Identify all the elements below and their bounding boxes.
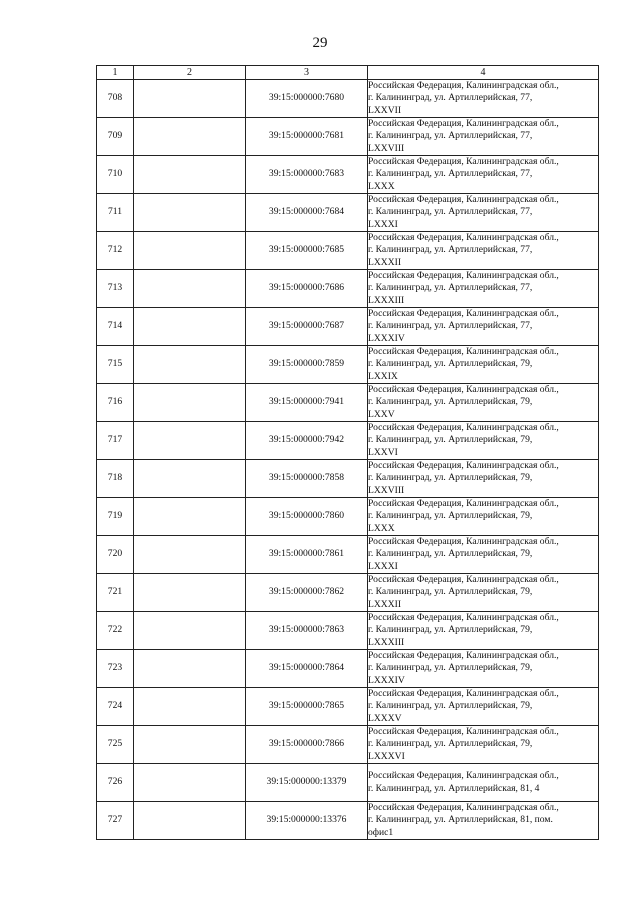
address-cell xyxy=(368,612,599,650)
address-line: LXXXIII xyxy=(368,636,405,648)
address-cell xyxy=(368,536,599,574)
address-line: г. Калининград, ул. Артиллерийская, 79, xyxy=(368,510,533,522)
table-row xyxy=(97,270,599,308)
table-row xyxy=(97,80,599,118)
address-line: Российская Федерация, Калининградская обл., xyxy=(368,650,559,662)
column-header-2: 2 xyxy=(134,66,246,80)
address-line: Российская Федерация, Калининградская обл., xyxy=(368,308,559,320)
cadastral-number-cell: 39:15:000000:7683 xyxy=(246,156,368,194)
row-number-cell: 726 xyxy=(97,764,134,802)
column-2-cell xyxy=(134,764,246,802)
address-line: г. Калининград, ул. Артиллерийская, 79, xyxy=(368,700,533,712)
table-row xyxy=(97,460,599,498)
column-2-cell xyxy=(134,232,246,270)
row-number-cell: 718 xyxy=(97,460,134,498)
address-line: г. Калининград, ул. Артиллерийская, 77, xyxy=(368,244,533,256)
column-header-4: 4 xyxy=(368,66,599,80)
address-line: г. Калининград, ул. Артиллерийская, 79, xyxy=(368,662,533,674)
row-number-cell: 727 xyxy=(97,802,134,840)
column-2-cell xyxy=(134,156,246,194)
address-cell xyxy=(368,156,599,194)
table-row xyxy=(97,612,599,650)
column-header-1: 1 xyxy=(97,66,134,80)
cadastral-number-cell: 39:15:000000:13376 xyxy=(246,802,368,840)
row-number-cell: 710 xyxy=(97,156,134,194)
cadastral-number-cell: 39:15:000000:7860 xyxy=(246,498,368,536)
table-row xyxy=(97,726,599,764)
address-line: LXXX xyxy=(368,180,395,192)
cadastral-number-cell: 39:15:000000:7865 xyxy=(246,688,368,726)
row-number-cell: 716 xyxy=(97,384,134,422)
table-body xyxy=(97,80,599,840)
address-cell xyxy=(368,270,599,308)
column-header-3: 3 xyxy=(246,66,368,80)
row-number-cell: 712 xyxy=(97,232,134,270)
table-row xyxy=(97,536,599,574)
address-line: г. Калининград, ул. Артиллерийская, 79, xyxy=(368,548,533,560)
address-line: Российская Федерация, Калининградская обл., xyxy=(368,194,559,206)
address-line: Российская Федерация, Калининградская обл., xyxy=(368,688,559,700)
address-cell xyxy=(368,498,599,536)
column-2-cell xyxy=(134,346,246,384)
cadastral-number-cell: 39:15:000000:7863 xyxy=(246,612,368,650)
address-line: г. Калининград, ул. Артиллерийская, 79, xyxy=(368,434,533,446)
column-2-cell xyxy=(134,688,246,726)
column-2-cell xyxy=(134,802,246,840)
table-row xyxy=(97,384,599,422)
cadastral-number-cell: 39:15:000000:7680 xyxy=(246,80,368,118)
address-line: LXXVIII xyxy=(368,142,405,154)
address-line: LXXXII xyxy=(368,598,402,610)
table-row xyxy=(97,764,599,802)
row-number-cell: 711 xyxy=(97,194,134,232)
row-number-cell: 724 xyxy=(97,688,134,726)
address-line: г. Калининград, ул. Артиллерийская, 77, xyxy=(368,92,533,104)
address-cell xyxy=(368,460,599,498)
registry-table xyxy=(96,65,599,840)
column-2-cell xyxy=(134,270,246,308)
address-line: г. Калининград, ул. Артиллерийская, 81, пом. xyxy=(368,814,553,826)
address-cell xyxy=(368,384,599,422)
address-line: Российская Федерация, Калининградская обл., xyxy=(368,232,559,244)
address-line: LXXIX xyxy=(368,370,398,382)
address-line: г. Калининград, ул. Артиллерийская, 79, xyxy=(368,738,533,750)
column-2-cell xyxy=(134,422,246,460)
table-row xyxy=(97,118,599,156)
address-cell xyxy=(368,118,599,156)
address-line: LXXXI xyxy=(368,560,398,572)
address-line: Российская Федерация, Калининградская обл., xyxy=(368,612,559,624)
address-line: Российская Федерация, Калининградская обл., xyxy=(368,156,559,168)
table-row xyxy=(97,574,599,612)
column-2-cell xyxy=(134,194,246,232)
address-line: г. Калининград, ул. Артиллерийская, 79, xyxy=(368,358,533,370)
column-2-cell xyxy=(134,536,246,574)
address-line: г. Калининград, ул. Артиллерийская, 79, xyxy=(368,396,533,408)
address-line: г. Калининград, ул. Артиллерийская, 79, xyxy=(368,586,533,598)
address-line: Российская Федерация, Калининградская обл., xyxy=(368,460,559,472)
address-cell xyxy=(368,650,599,688)
table-row xyxy=(97,346,599,384)
address-line: Российская Федерация, Калининградская обл., xyxy=(368,80,559,92)
table-row xyxy=(97,422,599,460)
address-line: Российская Федерация, Калининградская обл., xyxy=(368,270,559,282)
row-number-cell: 708 xyxy=(97,80,134,118)
cadastral-number-cell: 39:15:000000:7685 xyxy=(246,232,368,270)
cadastral-number-cell: 39:15:000000:7859 xyxy=(246,346,368,384)
address-cell xyxy=(368,422,599,460)
table-row xyxy=(97,308,599,346)
cadastral-number-cell: 39:15:000000:13379 xyxy=(246,764,368,802)
address-line: LXXVIII xyxy=(368,484,405,496)
row-number-cell: 714 xyxy=(97,308,134,346)
address-line: Российская Федерация, Калининградская обл., xyxy=(368,498,559,510)
row-number-cell: 709 xyxy=(97,118,134,156)
address-line: г. Калининград, ул. Артиллерийская, 79, xyxy=(368,624,533,636)
cadastral-number-cell: 39:15:000000:7687 xyxy=(246,308,368,346)
cadastral-number-cell: 39:15:000000:7864 xyxy=(246,650,368,688)
address-line: г. Калининград, ул. Артиллерийская, 77, xyxy=(368,130,533,142)
table-row xyxy=(97,688,599,726)
page-number: 29 xyxy=(312,35,328,51)
address-line: г. Калининград, ул. Артиллерийская, 77, xyxy=(368,320,533,332)
column-2-cell xyxy=(134,118,246,156)
address-line: Российская Федерация, Калининградская обл., xyxy=(368,536,559,548)
address-line: Российская Федерация, Калининградская обл., xyxy=(368,802,559,814)
column-2-cell xyxy=(134,384,246,422)
table-row xyxy=(97,232,599,270)
address-cell xyxy=(368,764,599,802)
column-2-cell xyxy=(134,650,246,688)
address-cell xyxy=(368,80,599,118)
address-cell xyxy=(368,574,599,612)
address-line: Российская Федерация, Калининградская обл., xyxy=(368,770,559,782)
address-line: LXXV xyxy=(368,408,395,420)
column-2-cell xyxy=(134,726,246,764)
address-line: Российская Федерация, Калининградская обл., xyxy=(368,726,559,738)
address-line: Российская Федерация, Калининградская обл., xyxy=(368,422,559,434)
row-number-cell: 720 xyxy=(97,536,134,574)
address-line: LXXXI xyxy=(368,218,398,230)
table-header-row xyxy=(97,66,599,80)
cadastral-number-cell: 39:15:000000:7681 xyxy=(246,118,368,156)
address-line: г. Калининград, ул. Артиллерийская, 81, 4 xyxy=(368,782,540,794)
address-line: LXXVI xyxy=(368,446,398,458)
address-cell xyxy=(368,232,599,270)
table-row xyxy=(97,156,599,194)
column-2-cell xyxy=(134,460,246,498)
table-row xyxy=(97,650,599,688)
cadastral-number-cell: 39:15:000000:7858 xyxy=(246,460,368,498)
row-number-cell: 715 xyxy=(97,346,134,384)
address-line: г. Калининград, ул. Артиллерийская, 77, xyxy=(368,206,533,218)
cadastral-number-cell: 39:15:000000:7866 xyxy=(246,726,368,764)
address-line: Российская Федерация, Калининградская обл., xyxy=(368,118,559,130)
address-cell xyxy=(368,688,599,726)
cadastral-number-cell: 39:15:000000:7686 xyxy=(246,270,368,308)
address-line: Российская Федерация, Калининградская обл., xyxy=(368,384,559,396)
table-row xyxy=(97,194,599,232)
address-line: LXXXIV xyxy=(368,674,405,686)
row-number-cell: 722 xyxy=(97,612,134,650)
cadastral-number-cell: 39:15:000000:7861 xyxy=(246,536,368,574)
row-number-cell: 721 xyxy=(97,574,134,612)
cadastral-number-cell: 39:15:000000:7684 xyxy=(246,194,368,232)
address-line: LXXX xyxy=(368,522,395,534)
address-cell xyxy=(368,194,599,232)
table-row xyxy=(97,498,599,536)
address-line: LXXXV xyxy=(368,712,402,724)
column-2-cell xyxy=(134,80,246,118)
address-line: г. Калининград, ул. Артиллерийская, 79, xyxy=(368,472,533,484)
column-2-cell xyxy=(134,308,246,346)
address-line: LXXXIII xyxy=(368,294,405,306)
address-line: LXXVII xyxy=(368,104,402,116)
address-cell xyxy=(368,802,599,840)
address-line: г. Калининград, ул. Артиллерийская, 77, xyxy=(368,168,533,180)
address-line: офис1 xyxy=(368,826,394,838)
column-2-cell xyxy=(134,612,246,650)
cadastral-number-cell: 39:15:000000:7941 xyxy=(246,384,368,422)
cadastral-number-cell: 39:15:000000:7862 xyxy=(246,574,368,612)
row-number-cell: 713 xyxy=(97,270,134,308)
column-2-cell xyxy=(134,498,246,536)
address-cell xyxy=(368,308,599,346)
address-line: Российская Федерация, Калининградская обл., xyxy=(368,346,559,358)
column-2-cell xyxy=(134,574,246,612)
row-number-cell: 719 xyxy=(97,498,134,536)
cadastral-number-cell: 39:15:000000:7942 xyxy=(246,422,368,460)
address-line: LXXXIV xyxy=(368,332,405,344)
address-cell xyxy=(368,346,599,384)
address-cell xyxy=(368,726,599,764)
row-number-cell: 725 xyxy=(97,726,134,764)
address-line: LXXXII xyxy=(368,256,402,268)
table-row xyxy=(97,802,599,840)
address-line: LXXXVI xyxy=(368,750,405,762)
address-line: г. Калининград, ул. Артиллерийская, 77, xyxy=(368,282,533,294)
address-line: Российская Федерация, Калининградская обл., xyxy=(368,574,559,586)
row-number-cell: 717 xyxy=(97,422,134,460)
row-number-cell: 723 xyxy=(97,650,134,688)
